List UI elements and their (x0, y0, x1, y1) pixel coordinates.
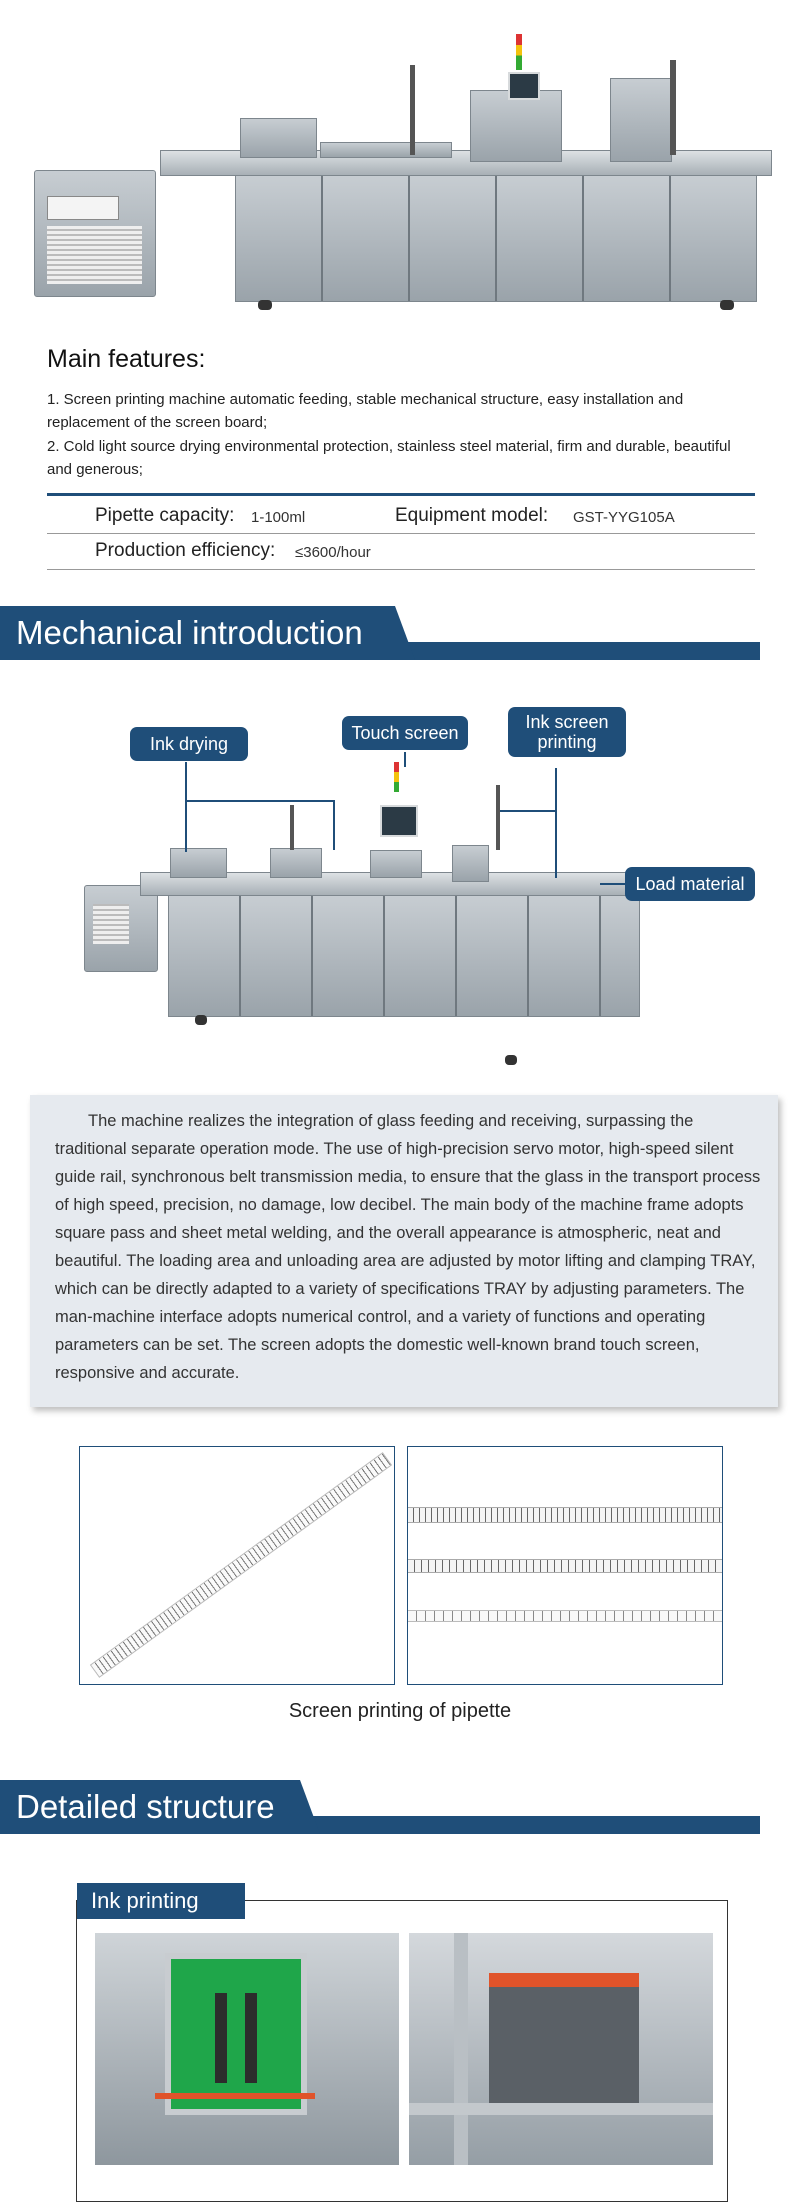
production-efficiency-value: ≤3600/hour (295, 544, 371, 561)
callout-touch-screen: Touch screen (342, 716, 468, 750)
pipette-capacity-value: 1-100ml (251, 509, 306, 526)
machine-diagram (80, 700, 760, 1080)
pipette-capacity-label: Pipette capacity: (95, 505, 235, 526)
feature-item-2: 2. Cold light source drying environmental protection, stainless steel material, firm and durable, beautiful and generous; (47, 438, 731, 478)
ink-printing-photo-right (409, 1933, 713, 2165)
callout-ink-drying: Ink drying (130, 727, 248, 761)
pipette-photo-left (79, 1446, 395, 1685)
ink-printing-box (76, 1888, 728, 2202)
mechanical-section-header (0, 606, 760, 664)
callout-load-material: Load material (625, 867, 755, 901)
description-panel (30, 1095, 778, 1407)
pipette-caption: Screen printing of pipette (288, 1700, 512, 1722)
machine-frame (235, 175, 757, 302)
equipment-model-label: Equipment model: (395, 505, 549, 526)
mechanical-section-title: Mechanical introduction (16, 614, 363, 651)
specs-table (47, 493, 755, 571)
production-efficiency-label: Production efficiency: (95, 540, 276, 561)
description-text: The machine realizes the integration of glass feeding and receiving, surpassing the traditional separate operation mode. The use of high-precision servo motor, high-speed silent guide rail, synchronous belt transmission media, to ensure that the glass in the transport process of high speed, precision, no damage, low decibel. The main body of the machine frame adopts square pass and sheet metal welding, and the overall appearance is atmospheric, neat and beautiful. The loading area and unloading area are adjusted by motor lifting and clamping TRAY, which can be directly adapted to a variety of specifications TRAY by adjusting parameters. The man-machine interface adopts numerical control, and a variety of functions and operating parameters can be set. The screen adopts the domestic well-known brand touch screen, responsive and accurate. (55, 1112, 761, 1382)
detailed-section-title: Detailed structure (16, 1788, 275, 1825)
equipment-model-value: GST-YYG105A (573, 509, 675, 526)
hero-machine-image (30, 30, 770, 320)
detailed-section-header (0, 1780, 760, 1838)
features-title: Main features: (47, 345, 206, 373)
callout-ink-screen-printing: Ink screen printing (508, 707, 626, 757)
feature-item-1: 1. Screen printing machine automatic feeding, stable mechanical structure, easy installation and replacement of the screen board; (47, 391, 684, 431)
ink-printing-tab: Ink printing (77, 1883, 245, 1919)
ink-printing-photo-left (95, 1933, 399, 2165)
pipette-photo-right (407, 1446, 723, 1685)
chiller-unit (34, 170, 156, 297)
